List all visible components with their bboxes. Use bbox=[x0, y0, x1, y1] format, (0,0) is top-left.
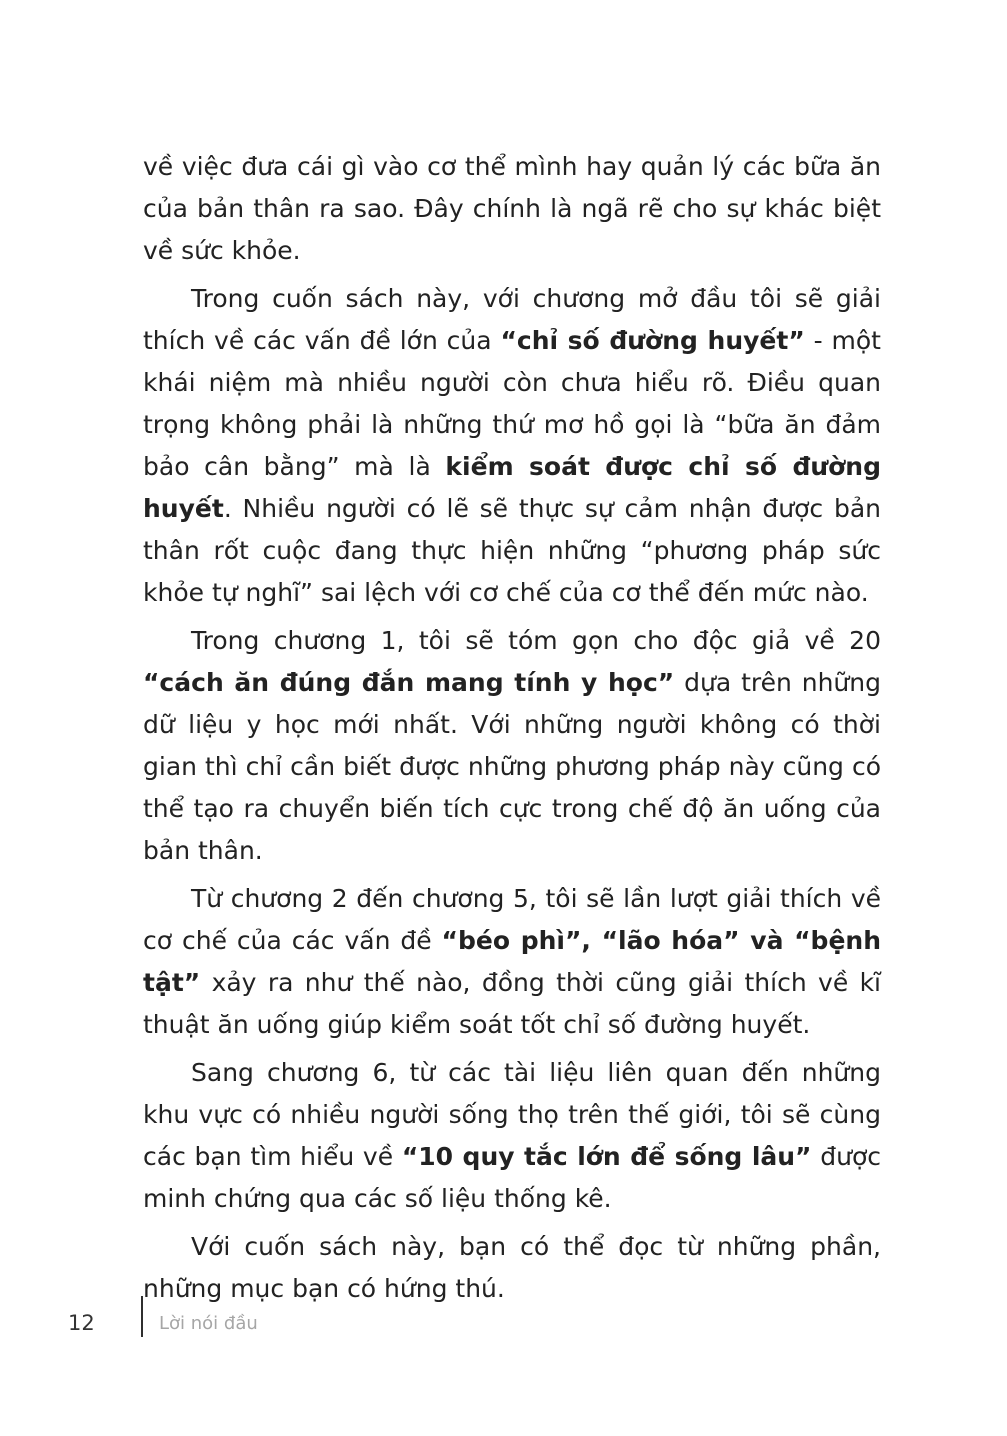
bold-text-segment: kiểm soát được chỉ số đường huyết bbox=[143, 452, 882, 523]
paragraph bbox=[143, 878, 881, 1046]
text-segment: dựa trên những dữ liệu y học mới nhất. Với những người không có thời gian thì chỉ cần biết được những phương pháp này cũng có thể tạo ra chuyển biến tích cực trong chế độ ăn uống của bản thân. bbox=[143, 668, 881, 865]
text-segment: - một khái niệm mà nhiều người còn chưa hiểu rõ. Điều quan trọng không phải là những thứ mơ hồ gọi là “bữa ăn đảm bảo cân bằng” mà là bbox=[143, 326, 881, 481]
text-segment: . Nhiều người có lẽ sẽ thực sự cảm nhận được bản thân rốt cuộc đang thực hiện những “phương pháp sức khỏe tự nghĩ” sai lệch với cơ chế của cơ thể đến mức nào. bbox=[143, 494, 881, 607]
bold-text-segment: “chỉ số đường huyết” bbox=[500, 326, 805, 355]
body-text bbox=[143, 146, 881, 1316]
text-segment: Từ chương 2 đến chương 5, tôi sẽ lần lượt giải thích về cơ chế của các vấn đề bbox=[143, 884, 881, 955]
bold-text-segment: “cách ăn đúng đắn mang tính y học” bbox=[143, 668, 675, 697]
bold-text-segment: “béo phì”, “lão hóa” và “bệnh tật” bbox=[143, 926, 882, 997]
text-segment: về việc đưa cái gì vào cơ thể mình hay quản lý các bữa ăn của bản thân ra sao. Đây chính là ngã rẽ cho sự khác biệt về sức khỏe. bbox=[143, 152, 881, 265]
section-label: Lời nói đầu bbox=[159, 1313, 258, 1334]
page-number: 12 bbox=[68, 1311, 95, 1335]
text-segment: được minh chứng qua các số liệu thống kê. bbox=[143, 1142, 881, 1213]
paragraph bbox=[143, 146, 881, 272]
bold-text-segment: “10 quy tắc lớn để sống lâu” bbox=[401, 1142, 812, 1171]
text-segment: Trong chương 1, tôi sẽ tóm gọn cho độc giả về 20 bbox=[191, 626, 881, 655]
footer-divider bbox=[141, 1296, 143, 1337]
text-segment: xảy ra như thế nào, đồng thời cũng giải thích về kĩ thuật ăn uống giúp kiểm soát tốt chỉ số đường huyết. bbox=[143, 968, 881, 1039]
paragraph bbox=[143, 1052, 881, 1220]
paragraph bbox=[143, 1226, 881, 1310]
text-segment: Với cuốn sách này, bạn có thể đọc từ những phần, những mục bạn có hứng thú. bbox=[143, 1232, 881, 1303]
text-segment: Trong cuốn sách này, với chương mở đầu tôi sẽ giải thích về các vấn đề lớn của bbox=[143, 284, 881, 355]
text-segment: Sang chương 6, từ các tài liệu liên quan đến những khu vực có nhiều người sống thọ trên thế giới, tôi sẽ cùng các bạn tìm hiểu về bbox=[143, 1058, 881, 1171]
paragraph bbox=[143, 278, 881, 614]
paragraph bbox=[143, 620, 881, 872]
